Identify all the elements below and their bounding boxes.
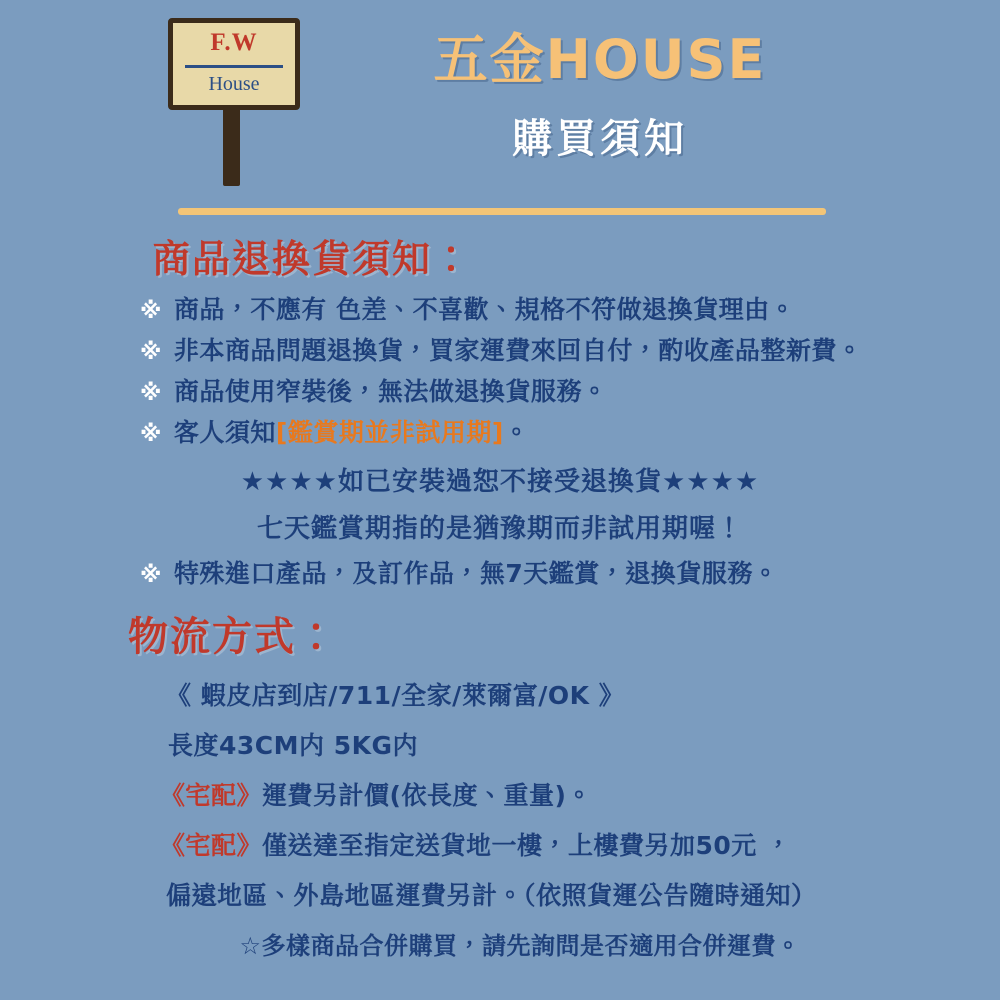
home-delivery-tag: 《宅配》 bbox=[160, 781, 263, 810]
brand-title: 五金HOUSE bbox=[433, 28, 767, 91]
customer-notice-prefix: 客人須知 bbox=[173, 418, 276, 447]
logistics-size-limit-line: 長度43CM内 5KG内 bbox=[168, 731, 419, 760]
shop-signboard-logo bbox=[168, 18, 300, 188]
list-item-text: 商品使用窄裝後，無法做退換貨服務。 bbox=[173, 377, 608, 406]
list-item bbox=[140, 379, 1000, 405]
signboard-brand-word: House bbox=[208, 73, 260, 95]
poster-header bbox=[0, 0, 1000, 200]
signboard-rule bbox=[185, 65, 283, 68]
logistics-combined-shipping-line: ☆多樣商品合併購買，請先詢問是否適用合併運費。 bbox=[239, 932, 801, 960]
returns-section-title: 商品退換貨須知： bbox=[152, 237, 473, 281]
bullet-mark-icon: ※ bbox=[140, 422, 162, 447]
list-item bbox=[140, 561, 1000, 587]
home-delivery-stairs-text: 僅送達至指定送貨地一樓，上樓費另加50元 ， bbox=[262, 831, 792, 860]
seven-day-explanation: 七天鑑賞期指的是猶豫期而非試用期喔！ bbox=[256, 514, 743, 544]
installed-no-return-warning: ★★★★如已安裝過恕不接受退換貨★★★★ bbox=[240, 467, 760, 497]
logistics-section bbox=[0, 605, 1000, 961]
returns-bullet-list-extra bbox=[0, 561, 1000, 587]
poster-body bbox=[0, 228, 1000, 975]
list-item bbox=[140, 338, 1000, 364]
home-delivery-tag: 《宅配》 bbox=[160, 831, 263, 860]
brand-heading-group bbox=[300, 30, 900, 164]
home-delivery-fee-text: 運費另計價(依長度、重量)。 bbox=[262, 781, 592, 810]
bullet-mark-icon: ※ bbox=[140, 563, 162, 588]
list-item-text bbox=[174, 420, 1000, 445]
list-item-text: 特殊進口產品，及訂作品，無7天鑑賞，退換貨服務。 bbox=[173, 559, 779, 588]
signboard-post bbox=[223, 106, 240, 186]
page-title: 購買須知 bbox=[512, 116, 688, 163]
logistics-section-title: 物流方式： bbox=[128, 614, 338, 660]
returns-bullet-list bbox=[0, 297, 1000, 446]
returns-section bbox=[0, 228, 1000, 587]
signboard-plate bbox=[168, 18, 300, 110]
list-item-customer-notice bbox=[140, 420, 1000, 446]
bullet-mark-icon: ※ bbox=[140, 381, 162, 406]
logistics-convenience-store-line: 《 蝦皮店到店/711/全家/萊爾富/OK 》 bbox=[166, 681, 625, 710]
list-item-text: 商品，不應有 色差、不喜歡、規格不符做退換貨理由。 bbox=[173, 295, 796, 324]
header-divider bbox=[178, 208, 826, 215]
logistics-remote-area-line: 偏遠地區、外島地區運費另計。（依照貨運公告隨時通知） bbox=[166, 881, 817, 910]
customer-notice-highlight: [鑑賞期並非試用期] bbox=[275, 418, 504, 447]
customer-notice-suffix: 。 bbox=[503, 418, 530, 447]
list-item-text: 非本商品問題退換貨，買家運費來回自付，酌收產品整新費。 bbox=[173, 336, 863, 365]
bullet-mark-icon: ※ bbox=[140, 299, 162, 324]
list-item bbox=[140, 297, 1000, 323]
signboard-brand-initials: F.W bbox=[210, 29, 258, 56]
logistics-home-delivery-ground-floor-line bbox=[0, 826, 1000, 862]
logistics-home-delivery-fee-line bbox=[0, 776, 1000, 812]
bullet-mark-icon: ※ bbox=[140, 340, 162, 365]
